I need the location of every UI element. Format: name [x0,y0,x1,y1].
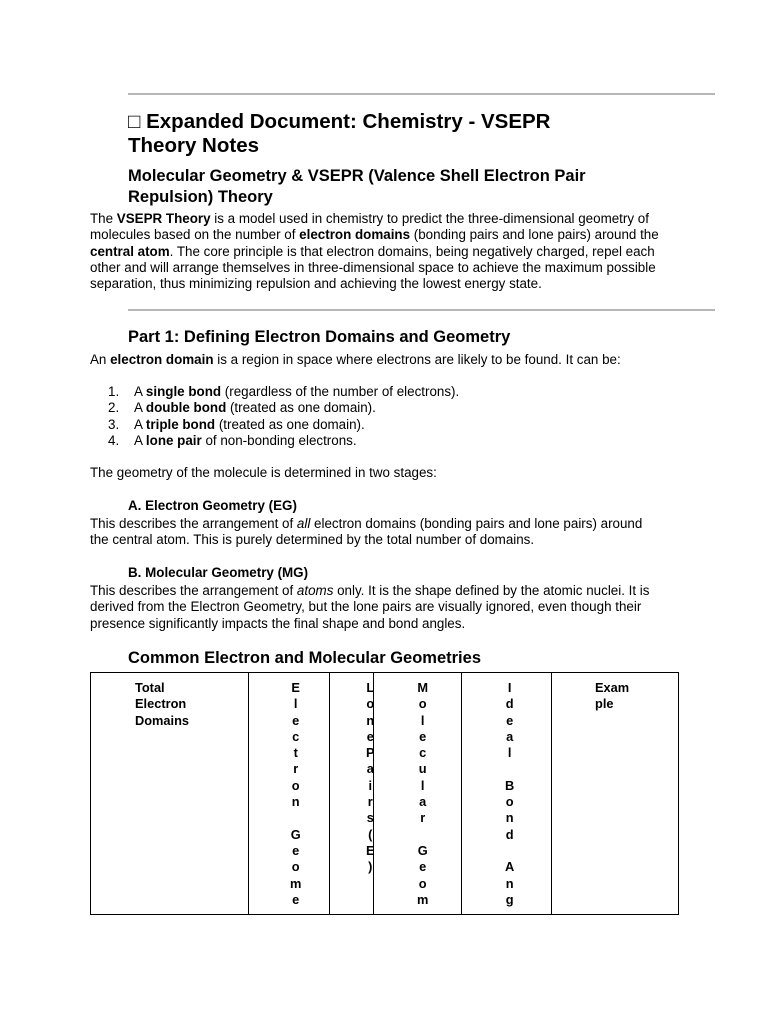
list-text: A [134,416,146,432]
description-text: electron domains (bonding pairs and lone pairs) around [310,516,643,531]
geometries-table [90,672,679,915]
list-term: double bond [145,400,227,416]
list-term: lone pair [145,432,202,448]
list-text: A [134,400,146,416]
list-term: triple bond [145,416,216,432]
document-subtitle [128,166,688,208]
header-ideal-bond-angle: I d e a l B o n d A n g [505,680,515,907]
title-line-2: Theory Notes [128,134,259,157]
definition-term: electron domain [110,352,214,367]
list-text: A [134,384,146,399]
title-line-1: Expanded Document: Chemistry - VSEPR [146,110,551,133]
list-number: 3. [108,416,120,432]
intro-term-central-atom: central atom [90,243,170,259]
list-text: (treated as one domain). [226,400,376,416]
part1-heading: Part 1: Defining Electron Domains and Geometry [128,328,511,346]
intro-text: . The core principle is that electron domains, being negatively charged, repel each [169,243,655,259]
top-divider [128,93,715,95]
definition-text: An [90,352,111,367]
subtitle-line-2: Repulsion) Theory [128,188,273,206]
description-text: presence significantly impacts the final shape and bond angles. [90,615,466,631]
intro-text: molecules based on the number of [90,227,300,243]
list-number: 1. [108,384,120,399]
intro-text: is a model used in chemistry to predict the three-dimensional geometry of [210,211,649,226]
list-text: (treated as one domain). [215,416,365,432]
list-text: A [134,432,146,448]
header-example: Exam ple [595,680,630,712]
description-text: This describes the arrangement of [90,583,297,598]
description-text: This describes the arrangement of [90,516,297,531]
intro-text: separation, thus minimizing repulsion and achieving the lowest energy state. [90,276,542,292]
definition-text: is a region in space where electrons are likely to be found. It can be: [213,352,621,367]
electron-geometry-description [90,516,690,549]
electron-geometry-heading: A. Electron Geometry (EG) [128,498,297,513]
molecular-geometry-description [90,583,690,632]
header-electron-geometry: E l e c t r o n G e o m e [290,680,302,907]
emphasis-atoms: atoms [296,583,334,598]
electron-domain-definition [90,352,690,368]
list-text: (regardless of the number of electrons). [221,384,460,399]
intro-text: other and will arrange themselves in three-dimensional space to achieve the maximum possible [90,259,656,275]
list-item [108,384,459,400]
intro-text: The [90,211,117,226]
list-text: of non-bonding electrons. [201,432,357,448]
electron-domain-list [108,384,459,449]
header-molecular-geometry: M o l e c u l a r G e o m [417,680,429,907]
section-divider [128,309,715,311]
geometries-table-heading: Common Electron and Molecular Geometries [128,649,481,667]
intro-term-vsepr: VSEPR Theory [116,211,211,226]
description-text: the central atom. This is purely determined by the total number of domains. [90,532,535,548]
intro-term-electron-domains: electron domains [299,227,411,243]
intro-text: (bonding pairs and lone pairs) around the [410,227,659,243]
stages-sentence: The geometry of the molecule is determined in two stages: [90,465,437,480]
intro-paragraph [90,211,690,292]
list-item [108,417,459,433]
header-total-electron-domains: Total Electron Domains [135,680,190,728]
column-divider [551,673,552,914]
title-icon: □ [128,110,141,133]
list-item [108,400,459,416]
emphasis-all: all [296,516,311,531]
list-item [108,433,459,449]
list-number: 4. [108,432,120,448]
column-divider [329,673,330,914]
column-divider [248,673,249,914]
subtitle-line-1: Molecular Geometry & VSEPR (Valence Shell Electron Pair [128,167,586,185]
list-number: 2. [108,400,120,416]
column-divider [461,673,462,914]
description-text: derived from the Electron Geometry, but the lone pairs are visually ignored, even though their [90,599,642,615]
document-title [128,110,648,158]
list-term: single bond [145,384,222,399]
description-text: only. It is the shape defined by the atomic nuclei. It is [333,583,650,598]
molecular-geometry-heading: B. Molecular Geometry (MG) [128,565,309,580]
header-lone-pairs: L o n e P a i r s ( E ) [366,680,375,875]
